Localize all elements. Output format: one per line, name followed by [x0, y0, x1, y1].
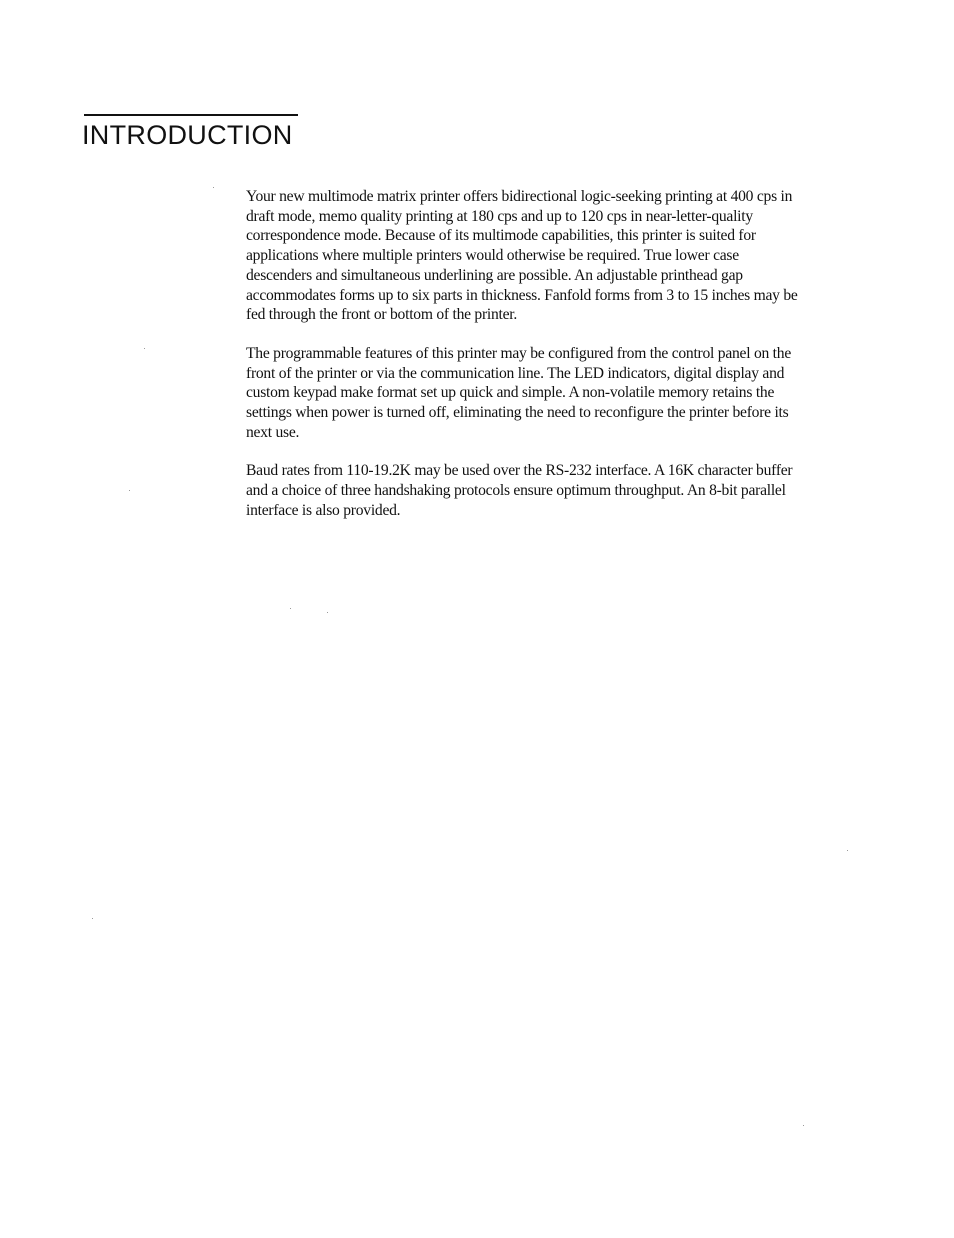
- page-title: INTRODUCTION: [82, 120, 293, 150]
- body-text: [246, 187, 806, 540]
- heading-rule: [84, 114, 298, 116]
- scan-speck: [92, 918, 93, 919]
- scan-speck: [327, 612, 328, 613]
- paragraph-programmable-features: The programmable features of this printer may be configured from the control panel on the front of the printer or via the communication line. The LED indicators, digital display and custom keypad make format set up quick and simple. A non-volatile memory retains the settings when power is turned off, eliminating the need to reconfigure the printer before its next use.: [246, 344, 791, 441]
- scan-speck: [144, 348, 145, 349]
- paragraph-overview: Your new multimode matrix printer offers bidirectional logic-seeking printing at 400 cps in draft mode, memo quality printing at 180 cps and up to 120 cps in near-letter-quality correspondence mode. Because of its multimode capabilities, this printer is suited for applications where multiple printers would otherwise be required. True lower case descenders and simultaneous underlining are possible. An adjustable printhead gap accommodates forms up to six parts in thickness. Fanfold forms from 3 to 15 inches may be fed through the front or bottom of the printer.: [246, 188, 798, 324]
- scan-speck: [213, 187, 214, 188]
- scan-speck: [847, 850, 848, 851]
- scan-speck: [129, 490, 130, 491]
- scan-speck: [803, 1125, 804, 1126]
- scan-speck: [290, 608, 291, 609]
- paragraph-interfaces: Baud rates from 110-19.2K may be used over the RS-232 interface. A 16K character buffer and a choice of three handshaking protocols ensure optimum throughput. An 8-bit parallel interface is also provided.: [246, 462, 793, 519]
